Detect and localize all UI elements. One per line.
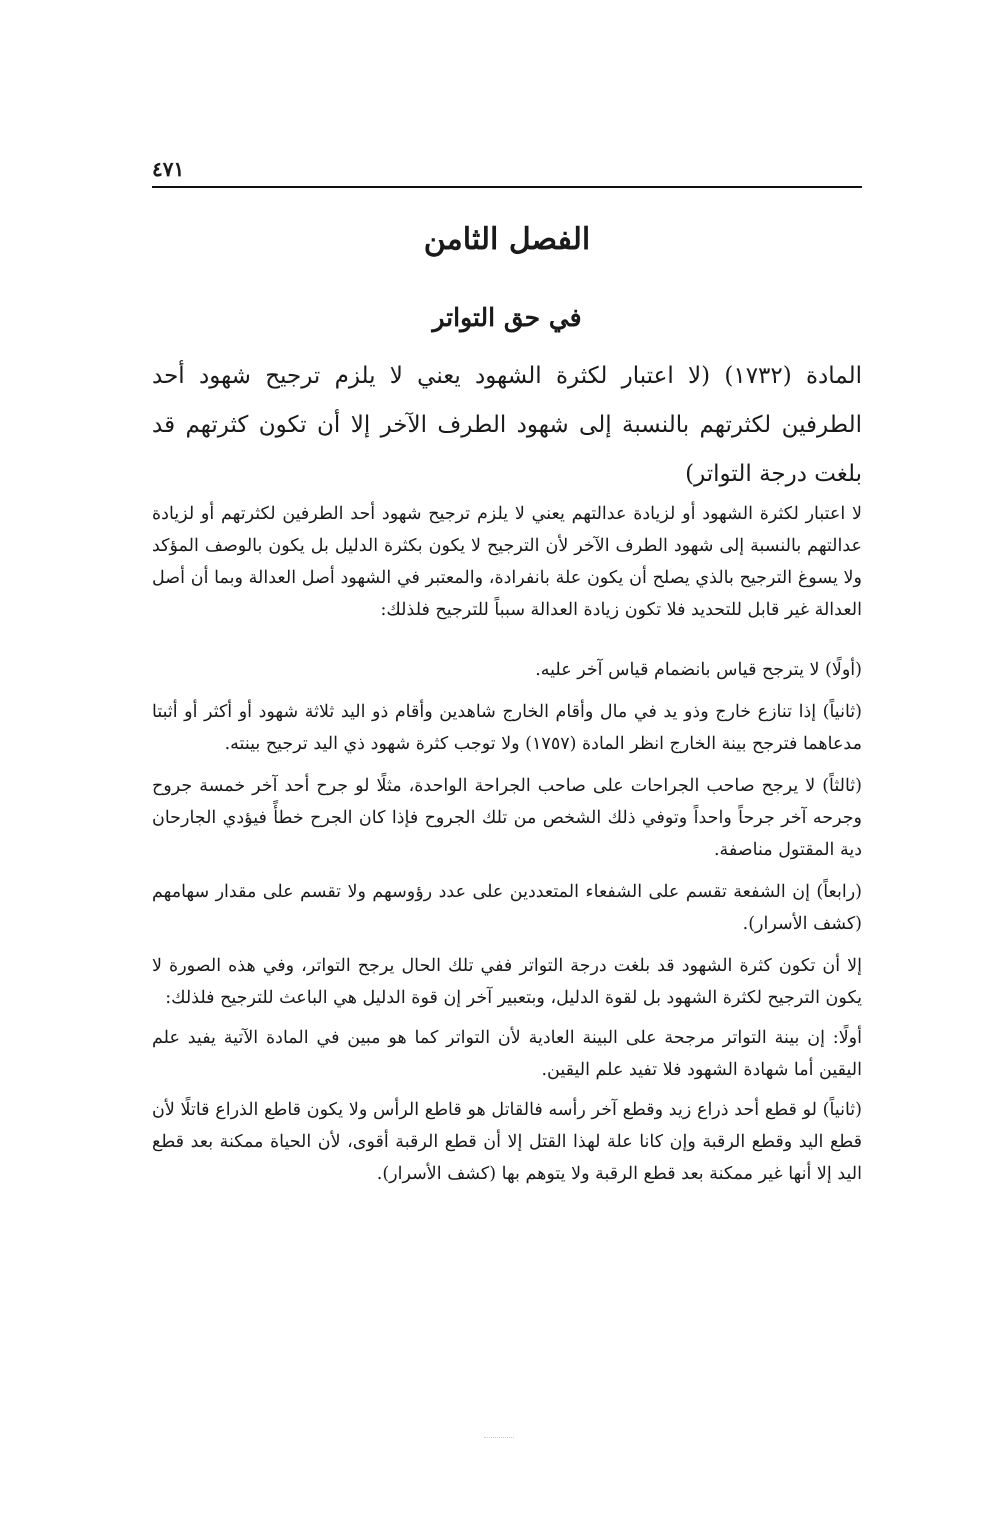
paragraph-exception: إلا أن تكون كثرة الشهود قد بلغت درجة التواتر ففي تلك الحال يرجح التواتر، وفي هذه الصورة لا يكون الترجيح لكثرة الشهود بل لقوة الدليل، وبتعبير آخر إن قوة الدليل هي الباعث للترجيح فلذلك: [152,956,862,1008]
chapter-title: الفصل الثامن [423,222,591,257]
paragraph-intro: لا اعتبار لكثرة الشهود أو لزيادة عدالتهم يعني لا يلزم ترجيح شهود أحد الطرفين لكثرتهم أو لزيادة عدالتهم بالنسبة إلى شهود الطرف الآخر لأن الترجيح لا يكون بكثرة الدليل بل يكون بالوصف المؤكد ولا يسوغ الترجيح بالذي يصلح أن يكون علة بانفرادة، والمعتبر في الشهود أصل العدالة وبما أن أصل العدالة غير قابل للتحديد فلا تكون زيادة العدالة سبباً للترجيح فلذلك: [152,504,862,620]
paragraph-second-b: (ثانياً) لو قطع أحد ذراع زيد وقطع آخر رأسه فالقاتل هو قاطع الرأس ولا يكون قاطع الذراع قاتلًا لأن قطع اليد وقطع الرقبة وإن كانا علة لهذا القتل إلا أن قطع الرقبة أقوى، لأن الحياة ممكنة بعد قطع اليد إلا أنها غير ممكنة بعد قطع الرقبة ولا يتوهم بها (كشف الأسرار). [152,1100,862,1184]
paragraph-first-b: أولًا: إن بينة التواتر مرجحة على البينة العادية لأن التواتر كما هو مبين في المادة الآتية يفيد علم اليقين أما شهادة الشهود فلا تفيد علم اليقين. [152,1028,863,1080]
page-number: ٤٧١ [152,157,185,181]
paragraph-fourth: (رابعاً) إن الشفعة تقسم على الشفعاء المتعددين على عدد رؤوسهم ولا تقسم على مقدار سهامهم (كشف الأسرار). [152,882,862,934]
header-rule [152,186,862,188]
paragraph-first: (أولًا) لا يترجح قياس بانضمام قياس آخر عليه. [535,660,862,680]
section-title: في حق التواتر [432,303,582,332]
commentary-body [152,498,862,1190]
paragraph-third: (ثالثاً) لا يرجح صاحب الجراحات على صاحب الجراحة الواحدة، مثلًا لو جرح أحد آخر خمسة جروح وجرحه آخر جرحاً واحداً وتوفي ذلك الشخص من تلك الجروح فإذا كان الجرح خطأً فيؤدي الجارحان دية المقتول مناصفة. [152,776,862,860]
article-text: المادة (١٧٣٢) (لا اعتبار لكثرة الشهود يعني لا يلزم ترجيح شهود أحد الطرفين لكثرتهم بالنسبة إلى شهود الطرف الآخر إلا أن تكون كثرتهم قد بلغت درجة التواتر) [152,363,863,487]
paragraph-second: (ثانياً) إذا تنازع خارج وذو يد في مال وأقام الخارج شاهدين وأقام ذو اليد ثلاثة شهود أو أكثر أو أثبتا مدعاهما فترجح بينة الخارج انظر المادة (١٧٥٧) ولا توجب كثرة شهود ذي اليد ترجيح بينته. [152,702,862,754]
footer-mark [484,1437,514,1438]
